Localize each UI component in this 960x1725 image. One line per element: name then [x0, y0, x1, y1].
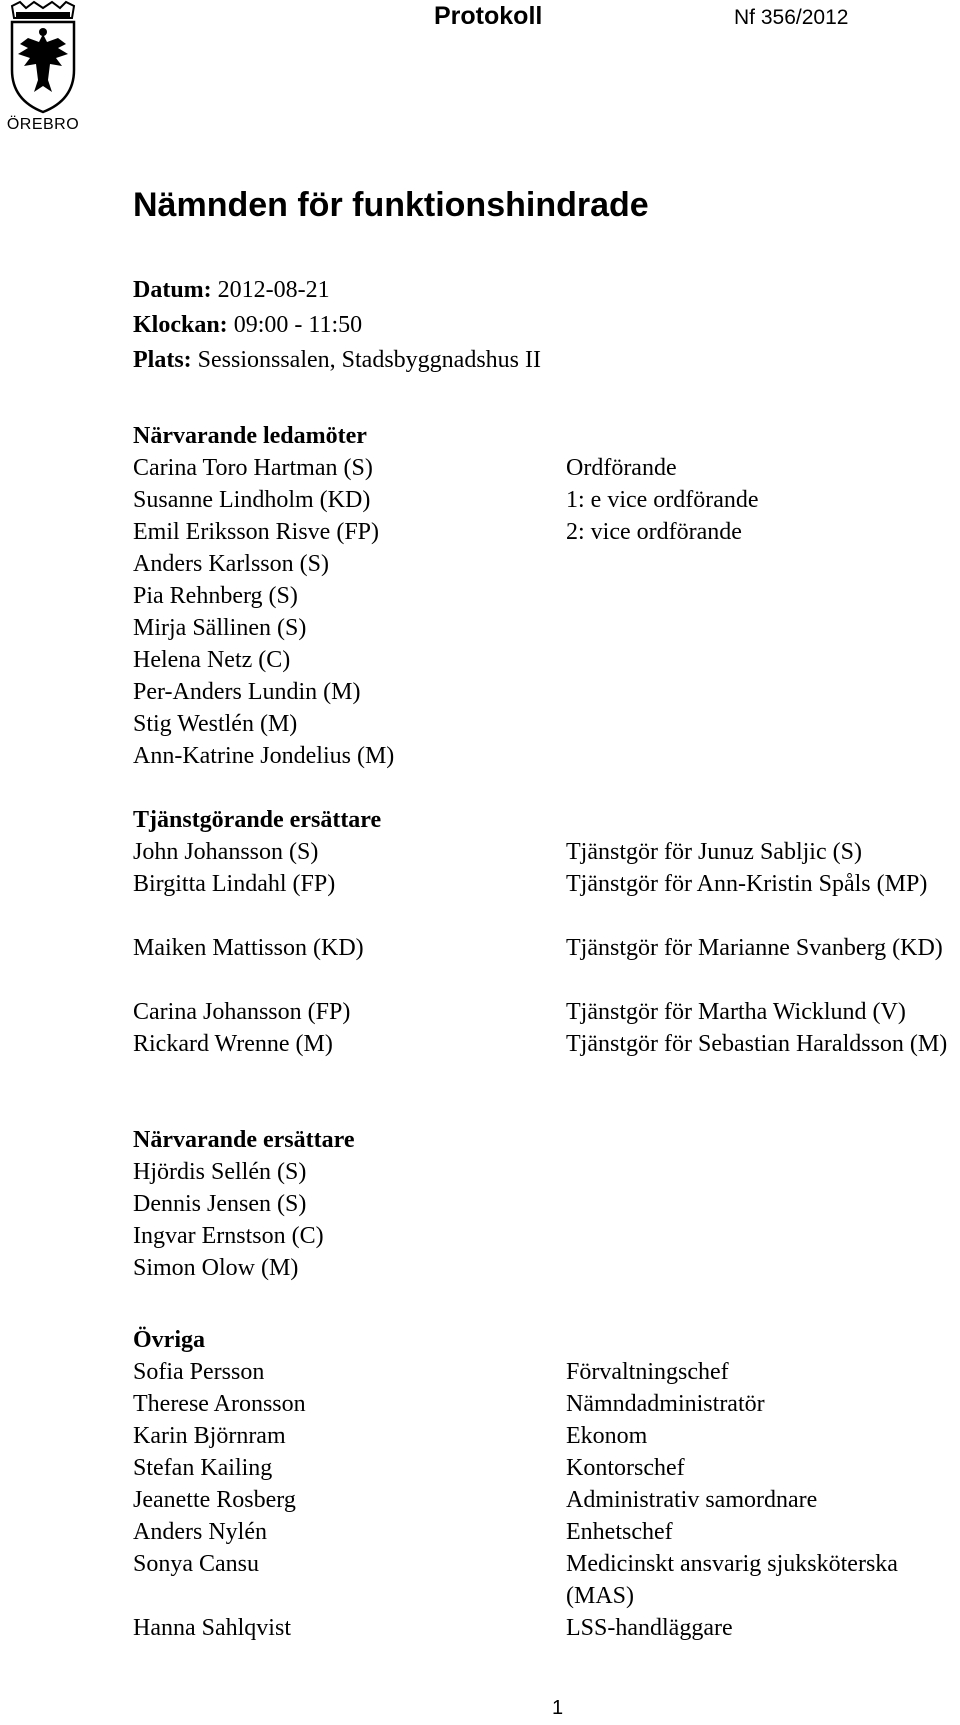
- meta-plats: [133, 346, 541, 374]
- list-item: [133, 548, 960, 580]
- logo-text: ÖREBRO: [6, 116, 80, 133]
- list-item: [133, 836, 960, 868]
- document-number: Nf 356/2012: [734, 6, 849, 29]
- person-name: Anders Karlsson (S): [133, 551, 329, 577]
- section-heading: Tjänstgörande ersättare: [133, 807, 382, 833]
- document-type: Protokoll: [434, 2, 543, 30]
- person-name: Stig Westlén (M): [133, 711, 298, 737]
- person-role: LSS-handläggare: [566, 1615, 733, 1641]
- person-name: Ingvar Ernstson (C): [133, 1223, 324, 1249]
- page-title: Nämnden för funktionshindrade: [133, 186, 649, 224]
- person-role: Nämndadministratör: [566, 1391, 765, 1417]
- person-name: Karin Björnram: [133, 1423, 286, 1449]
- list-item: [133, 516, 960, 548]
- person-name: Simon Olow (M): [133, 1255, 299, 1281]
- list-item: [133, 868, 960, 932]
- person-name: Stefan Kailing: [133, 1455, 273, 1481]
- person-name: Susanne Lindholm (KD): [133, 487, 371, 513]
- list-item: [133, 1188, 960, 1220]
- others-list: [133, 1356, 960, 1644]
- substitute-list: [133, 836, 960, 1092]
- list-item: [133, 484, 960, 516]
- person-role: Kontorschef: [566, 1455, 685, 1481]
- datum-value: 2012-08-21: [217, 277, 330, 303]
- person-role: Administrativ samordnare: [566, 1487, 818, 1513]
- person-name: Carina Johansson (FP): [133, 999, 351, 1025]
- list-item: [133, 740, 960, 772]
- person-role: Tjänstgör för Junuz Sabljic (S): [566, 839, 862, 865]
- person-name: Dennis Jensen (S): [133, 1191, 307, 1217]
- person-role: Medicinskt ansvarig sjuksköterska (MAS): [566, 1551, 898, 1609]
- list-item: [133, 1156, 960, 1188]
- section-ovriga: [133, 1324, 960, 1644]
- list-item: [133, 644, 960, 676]
- list-item: [133, 452, 960, 484]
- person-name: Pia Rehnberg (S): [133, 583, 298, 609]
- list-item: [133, 932, 960, 996]
- person-name: Emil Eriksson Risve (FP): [133, 519, 380, 545]
- person-role: Enhetschef: [566, 1519, 673, 1545]
- datum-label: Datum:: [133, 277, 212, 303]
- list-item: [133, 1028, 960, 1092]
- person-name: Therese Aronsson: [133, 1391, 306, 1417]
- list-item: [133, 1516, 960, 1548]
- list-item: [133, 676, 960, 708]
- plats-label: Plats:: [133, 347, 192, 373]
- person-role: 2: vice ordförande: [566, 519, 742, 545]
- list-item: [133, 1220, 960, 1252]
- person-name: Ann-Katrine Jondelius (M): [133, 743, 395, 769]
- page-number: 1: [552, 1697, 564, 1719]
- plats-value: Sessionssalen, Stadsbyggnadshus II: [197, 347, 541, 373]
- person-role: Förvaltningschef: [566, 1359, 729, 1385]
- person-name: Mirja Sällinen (S): [133, 615, 307, 641]
- section-narvarande-ledamoter: [133, 420, 960, 772]
- person-role: Tjänstgör för Marianne Svanberg (KD): [566, 935, 943, 961]
- person-name: Sonya Cansu: [133, 1551, 259, 1577]
- person-name: Maiken Mattisson (KD): [133, 935, 364, 961]
- list-item: [133, 1452, 960, 1484]
- person-role: Ekonom: [566, 1423, 648, 1449]
- person-name: Hanna Sahlqvist: [133, 1615, 291, 1641]
- list-item: [133, 996, 960, 1028]
- list-item: [133, 580, 960, 612]
- list-item: [133, 1388, 960, 1420]
- section-heading: Närvarande ledamöter: [133, 423, 367, 449]
- list-item: [133, 1612, 960, 1644]
- klockan-label: Klockan:: [133, 312, 228, 338]
- list-item: [133, 1484, 960, 1516]
- meta-klockan: [133, 311, 362, 339]
- person-name: John Johansson (S): [133, 839, 319, 865]
- list-item: [133, 708, 960, 740]
- list-item: [133, 612, 960, 644]
- present-substitute-list: [133, 1156, 960, 1284]
- section-heading: Övriga: [133, 1327, 205, 1353]
- person-name: Anders Nylén: [133, 1519, 267, 1545]
- person-name: Jeanette Rosberg: [133, 1487, 296, 1513]
- section-tjanstgorande-ersattare: [133, 804, 960, 1092]
- section-narvarande-ersattare: [133, 1124, 960, 1284]
- list-item: [133, 1356, 960, 1388]
- person-role: 1: e vice ordförande: [566, 487, 759, 513]
- member-list: [133, 452, 960, 772]
- person-name: Sofia Persson: [133, 1359, 265, 1385]
- meta-datum: [133, 276, 330, 304]
- list-item: [133, 1252, 960, 1284]
- person-role: Tjänstgör för Martha Wicklund (V): [566, 999, 906, 1025]
- person-name: Rickard Wrenne (M): [133, 1031, 333, 1057]
- klockan-value: 09:00 - 11:50: [233, 312, 363, 338]
- list-item: [133, 1548, 960, 1612]
- person-role: Ordförande: [566, 455, 677, 481]
- list-item: [133, 1420, 960, 1452]
- person-name: Helena Netz (C): [133, 647, 291, 673]
- person-role: Tjänstgör för Sebastian Haraldsson (M): [566, 1031, 948, 1057]
- person-name: Per-Anders Lundin (M): [133, 679, 361, 705]
- person-name: Hjördis Sellén (S): [133, 1159, 307, 1185]
- person-name: Birgitta Lindahl (FP): [133, 871, 336, 897]
- coat-of-arms-icon: [0, 0, 86, 116]
- section-heading: Närvarande ersättare: [133, 1127, 355, 1153]
- person-name: Carina Toro Hartman (S): [133, 455, 373, 481]
- person-role: Tjänstgör för Ann-Kristin Spåls (MP): [566, 871, 928, 897]
